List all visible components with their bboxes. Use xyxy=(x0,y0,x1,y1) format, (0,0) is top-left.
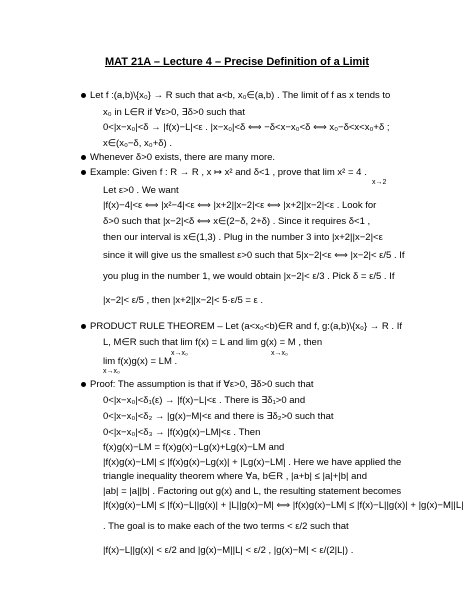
text-line: Whenever δ>0 exists, there are many more. xyxy=(90,152,276,163)
text-line: PRODUCT RULE THEOREM – Let (a<x₀<b)∈R and f, g:(a,b)\{x₀} → R . If xyxy=(90,321,402,332)
text-line: triangle inequality theorem where ∀a, b∈R , |a+b| ≤ |a|+|b| and xyxy=(103,471,367,482)
text-line: 0<|x−x₀|<δ₁(ε) → |f(x)−L|<ε . There is ∃δ₁>0 and xyxy=(103,395,306,406)
text-line: 0<|x−x₀|<δ → |f(x)−L|<ε . |x−x₀|<δ ⟺ −δ<x−x₀<δ ⟺ x₀−δ<x<x₀+δ ; xyxy=(103,122,390,133)
text-line: since it will give us the smallest ε>0 such that 5|x−2|<ε ⟺ |x−2|< ε/5 . If xyxy=(103,250,405,261)
text-line: x→x₀ xyxy=(171,350,188,357)
text-line: x→x₀ xyxy=(103,368,120,375)
text-line: |f(x)−L||g(x)| < ε/2 and |g(x)−M||L| < ε/2 , |g(x)−M| < ε/(2|L|) . xyxy=(103,545,354,556)
text-line: Let ε>0 . We want xyxy=(103,185,179,196)
text-line: |f(x)−4|<ε ⟺ |x²−4|<ε ⟺ |x+2||x−2|<ε ⟺ |x+2||x−2|<ε . Look for xyxy=(103,200,377,211)
text-line: |x−2|< ε/5 , then |x+2||x−2|< 5·ε/5 = ε . xyxy=(103,295,264,306)
text-line: you plug in the number 1, we would obtain |x−2|< ε/3 . Pick δ = ε/5 . If xyxy=(103,271,395,282)
text-line: lim f(x)g(x) = LM . xyxy=(103,356,178,367)
text-line: 0<|x−x₀|<δ₂ → |g(x)−M|<ε and there is ∃δ₂>0 such that xyxy=(103,411,334,422)
text-line: x→x₀ xyxy=(271,350,288,357)
page-title: MAT 21A – Lecture 4 – Precise Definition of a Limit xyxy=(104,56,370,68)
bullet-point xyxy=(81,155,86,160)
text-line: Proof: The assumption is that if ∀ε>0, ∃δ>0 such that xyxy=(90,379,314,390)
text-line: x∈(x₀−δ, x₀+δ) . xyxy=(103,138,172,149)
text-line: L, M∈R such that lim f(x) = L and lim g(x) = M , then xyxy=(103,337,323,348)
text-line: f(x)g(x)−LM = f(x)g(x)−Lg(x)+Lg(x)−LM and xyxy=(103,442,285,453)
text-line: |f(x)g(x)−LM| ≤ |f(x)−L||g(x)| + |L||g(x)−M| ⟺ |f(x)g(x)−LM| ≤ |f(x)−L||g(x)| + |g(x)−M||L| xyxy=(103,500,464,511)
text-line: then our interval is x∈(1,3) . Plug in the number 3 into |x+2||x−2|<ε xyxy=(103,232,383,243)
text-line: |ab| = |a||b| . Factoring out g(x) and L, the resulting statement becomes xyxy=(103,486,402,497)
bullet-point xyxy=(81,382,86,387)
text-line: Example: Given f : R → R , x ↦ x² and δ<1 , prove that lim x² = 4 . xyxy=(90,167,367,178)
text-line: x→2 xyxy=(372,179,387,186)
text-line: 0<|x−x₀|<δ₃ → |f(x)g(x)−LM|<ε . Then xyxy=(103,427,261,438)
text-line: |f(x)g(x)−LM| ≤ |f(x)g(x)−Lg(x)| + |Lg(x)−LM| . Here we have applied the xyxy=(103,457,402,468)
text-line: Let f :(a,b)\{x₀} → R such that a<b, x₀∈(a,b) . The limit of f as x tends to xyxy=(90,90,391,101)
bullet-point xyxy=(81,170,86,175)
text-line: . The goal is to make each of the two terms < ε/2 such that xyxy=(103,521,349,532)
bullet-point xyxy=(81,93,86,98)
text-line: δ>0 such that |x−2|<δ ⟺ x∈(2−δ, 2+δ) . Since it requires δ<1 , xyxy=(103,216,371,227)
bullet-point xyxy=(81,324,86,329)
text-line: x₀ in L∈R if ∀ε>0, ∃δ>0 such that xyxy=(103,107,245,118)
